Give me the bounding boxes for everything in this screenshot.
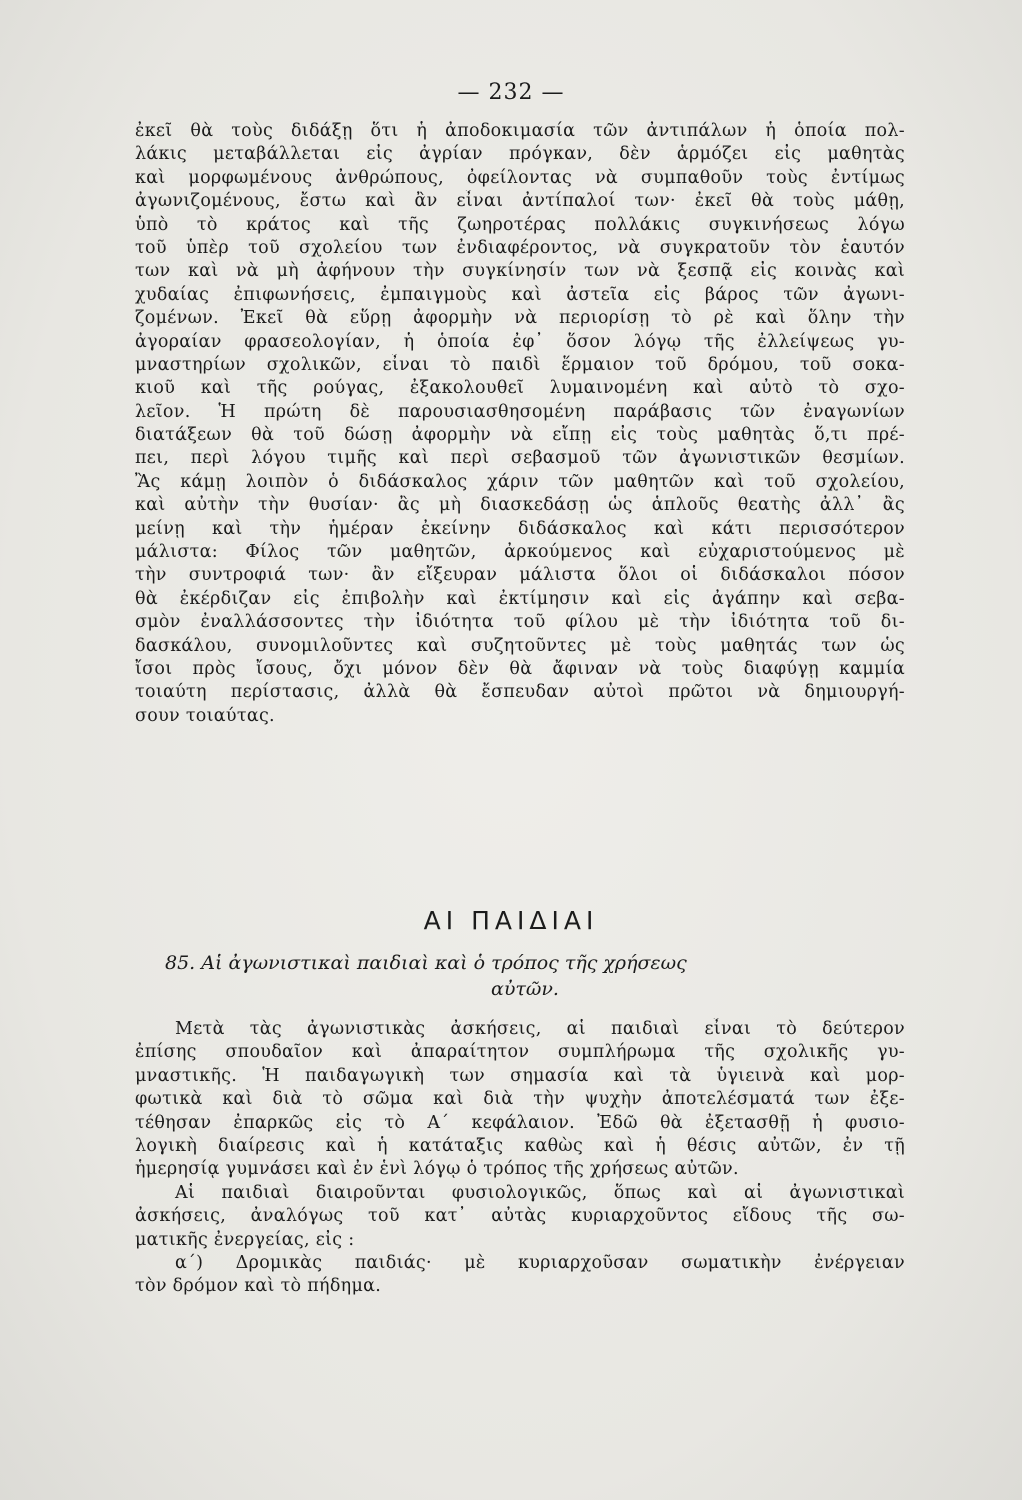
text-line: μάλιστα: Φίλος τῶν μαθητῶν, ἀρκούμενος καὶ εὐχαριστούμενος μὲ bbox=[135, 542, 905, 563]
text-line: ἐπίσης σπουδαῖον καὶ ἀπαραίτητον συμπλήρωμα τῆς σχολικῆς γυ- bbox=[135, 1042, 905, 1063]
text-line: σουν τοιαύτας. bbox=[135, 705, 275, 726]
text-line: ἴσοι πρὸς ἴσους, ὄχι μόνον δὲν θὰ ἄφιναν νὰ τοὺς διαφύγῃ καμμία bbox=[135, 658, 905, 679]
text-line: ἀγοραίαν φρασεολογίαν, ἡ ὁποία ἐφ᾽ ὅσον λόγῳ τῆς ἐλλείψεως γυ- bbox=[135, 331, 905, 352]
text-line: Ἂς κάμῃ λοιπὸν ὁ διδάσκαλος χάριν τῶν μαθητῶν καὶ τοῦ σχολείου, bbox=[135, 471, 905, 492]
text-line: φωτικὰ καὶ διὰ τὸ σῶμα καὶ διὰ τὴν ψυχὴν ἀποτελέσματά των ἐξε- bbox=[135, 1089, 905, 1110]
text-line: τοῦ ὑπὲρ τοῦ σχολείου των ἐνδιαφέροντος, νὰ συγκρατοῦν τὸν ἑαυτόν bbox=[135, 237, 905, 258]
text-line: λογικὴ διαίρεσις καὶ ἡ κατάταξις καθὼς καὶ ἡ θέσις αὐτῶν, ἐν τῇ bbox=[135, 1135, 905, 1156]
text-line: καὶ αὐτὴν τὴν θυσίαν· ἂς μὴ διασκεδάσῃ ὡς ἁπλοῦς θεατὴς ἀλλ᾽ ἂς bbox=[135, 495, 905, 516]
section-title: ΑΙ ΠΑΙΔΙΑΙ bbox=[423, 906, 599, 935]
text-line: θὰ ἐκέρδιζαν εἰς ἐπιβολὴν καὶ ἐκτίμησιν καὶ εἰς ἀγάπην καὶ σεβα- bbox=[135, 588, 905, 609]
text-line: των καὶ νὰ μὴ ἀφήνουν τὴν συγκίνησίν των νὰ ξεσπᾷ εἰς κοινὰς καὶ bbox=[135, 261, 905, 282]
page-number: — 232 — bbox=[457, 80, 565, 105]
text-line: α΄) Δρομικὰς παιδιάς· μὲ κυριαρχοῦσαν σωματικὴν ἐνέργειαν bbox=[175, 1252, 905, 1273]
subsection-heading bbox=[165, 950, 885, 1002]
text-line: ὑπὸ τὸ κράτος καὶ τῆς ζωηροτέρας πολλάκις συγκινήσεως λόγω bbox=[135, 214, 905, 235]
text-line: τοιαύτη περίστασις, ἀλλὰ θὰ ἔσπευδαν αὐτοὶ πρῶτοι νὰ δημιουργή- bbox=[135, 682, 905, 703]
text-line: τὸν δρόμον καὶ τὸ πήδημα. bbox=[135, 1276, 382, 1297]
paragraph-1 bbox=[135, 120, 905, 728]
subsection-heading-line-2: αὐτῶν. bbox=[491, 978, 559, 1000]
text-line: κιοῦ καὶ τῆς ρούγας, ἐξακολουθεῖ λυμαινομένη καὶ αὐτὸ τὸ σχο- bbox=[135, 378, 905, 399]
text-line: χυδαίας ἐπιφωνήσεις, ἐμπαιγμοὺς καὶ ἀστεῖα εἰς βάρος τῶν ἀγωνι- bbox=[135, 284, 905, 305]
text-line: δασκάλου, συνομιλοῦντες καὶ συζητοῦντες μὲ τοὺς μαθητάς των ὡς bbox=[135, 635, 905, 656]
text-line: ἐκεῖ θὰ τοὺς διδάξῃ ὅτι ἡ ἀποδοκιμασία τῶν ἀντιπάλων ἡ ὁποία πολ- bbox=[135, 121, 905, 141]
text-line: ἀγωνιζομένους, ἔστω καὶ ἂν εἶναι ἀντίπαλοί των· ἐκεῖ θὰ τοὺς μάθῃ, bbox=[135, 191, 905, 212]
paragraphs-2-4 bbox=[135, 1018, 905, 1299]
text-line: Αἱ παιδιαὶ διαιροῦνται φυσιολογικῶς, ὅπως καὶ αἱ ἀγωνιστικαὶ bbox=[175, 1182, 905, 1203]
text-line: διατάξεων θὰ τοῦ δώσῃ ἀφορμὴν νὰ εἴπῃ εἰς τοὺς μαθητὰς ὅ,τι πρέ- bbox=[135, 425, 905, 446]
text-line: Μετὰ τὰς ἀγωνιστικὰς ἀσκήσεις, αἱ παιδιαὶ εἶναι τὸ δεύτερον bbox=[175, 1019, 905, 1039]
subsection-heading-line-1: 85. Αἱ ἀγωνιστικαὶ παιδιαὶ καὶ ὁ τρόπος τῆς χρήσεως bbox=[165, 952, 687, 974]
text-line: πει, περὶ λόγου τιμῆς καὶ περὶ σεβασμοῦ τῶν ἀγωνιστικῶν θεσμίων. bbox=[135, 448, 905, 469]
text-line: ἀσκήσεις, ἀναλόγως τοῦ κατ᾽ αὐτὰς κυριαρχοῦντος εἴδους τῆς σω- bbox=[135, 1206, 905, 1227]
text-line: ματικῆς ἐνεργείας, εἰς : bbox=[135, 1229, 355, 1250]
text-line: τὴν συντροφιά των· ἂν εἴξευραν μάλιστα ὅλοι οἱ διδάσκαλοι πόσον bbox=[135, 565, 905, 586]
text-line: ζομένων. Ἐκεῖ θὰ εὕρῃ ἀφορμὴν νὰ περιορίσῃ τὸ ρὲ καὶ ὅλην τὴν bbox=[135, 308, 905, 329]
text-line: λεῖον. Ἡ πρώτη δὲ παρουσιασθησομένη παράβασις τῶν ἐναγωνίων bbox=[135, 401, 905, 422]
text-line: λάκις μεταβάλλεται εἰς ἀγρίαν πρόγκαν, δὲν ἁρμόζει εἰς μαθητὰς bbox=[135, 144, 905, 165]
text-line: τέθησαν ἐπαρκῶς εἰς τὸ Α΄ κεφάλαιον. Ἐδῶ θὰ ἐξετασθῇ ἡ φυσιο- bbox=[135, 1112, 905, 1133]
text-line: ἡμερησίᾳ γυμνάσει καὶ ἐν ἑνὶ λόγῳ ὁ τρόπος τῆς χρήσεως αὐτῶν. bbox=[135, 1159, 739, 1180]
text-line: μναστηρίων σχολικῶν, εἶναι τὸ παιδὶ ἕρμαιον τοῦ δρόμου, τοῦ σοκα- bbox=[135, 354, 905, 375]
text-line: σμὸν ἐναλλάσσοντες τὴν ἰδιότητα τοῦ φίλου μὲ τὴν ἰδιότητα τοῦ δι- bbox=[135, 612, 905, 633]
text-line: μναστικῆς. Ἡ παιδαγωγικὴ των σημασία καὶ τὰ ὑγιεινὰ καὶ μορ- bbox=[135, 1065, 905, 1086]
text-line: καὶ μορφωμένους ἀνθρώπους, ὀφείλοντας νὰ συμπαθοῦν τοὺς ἐντίμως bbox=[135, 167, 905, 188]
text-line: μείνῃ καὶ τὴν ἡμέραν ἐκείνην διδάσκαλος καὶ κάτι περισσότερον bbox=[135, 518, 905, 539]
